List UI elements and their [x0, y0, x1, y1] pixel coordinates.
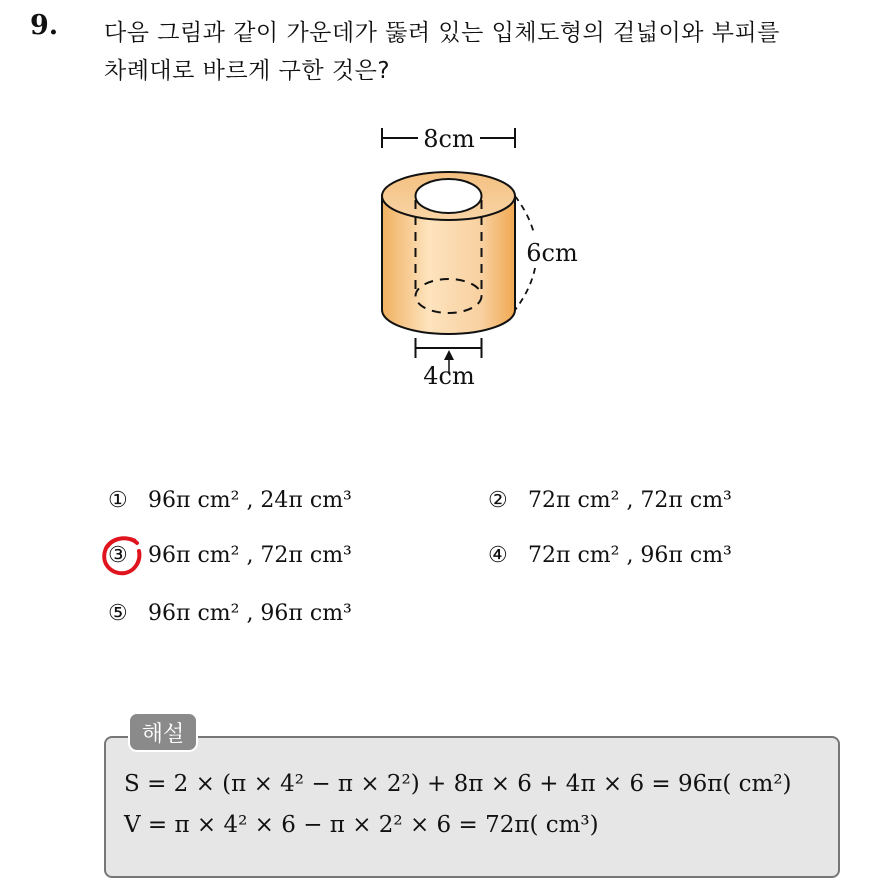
inner-hole-top: [416, 179, 482, 213]
choice-3-mark: ③: [108, 543, 128, 568]
question-number: 9.: [30, 10, 59, 41]
choice-2-mark: ②: [488, 488, 508, 513]
choice-5-text: 96π cm² , 96π cm³: [148, 601, 352, 626]
solution-box: [104, 736, 840, 878]
choice-5-mark: ⑤: [108, 601, 128, 626]
question-text-line-2: 차례대로 바르게 구한 것은?: [104, 58, 391, 84]
outer-diameter-label: 8cm: [423, 125, 475, 153]
hollow-cylinder-figure: [360, 116, 600, 396]
choice-1-text: 96π cm² , 24π cm³: [148, 488, 352, 513]
solution-surface-area: S = 2 × (π × 4² − π × 2²) + 8π × 6 + 4π × 6 = 96π( cm²): [124, 771, 792, 797]
choice-4-text: 72π cm² , 96π cm³: [528, 543, 732, 568]
solution-volume: V = π × 4² × 6 − π × 2² × 6 = 72π( cm³): [124, 812, 599, 838]
choice-5[interactable]: [108, 601, 352, 626]
outer-diameter-dimension: [382, 122, 515, 153]
height-label: 6cm: [526, 239, 578, 267]
choice-1-mark: ①: [108, 488, 128, 513]
answer-circle-mark: [99, 533, 145, 579]
choice-4[interactable]: [488, 543, 732, 568]
choice-2-text: 72π cm² , 72π cm³: [528, 488, 732, 513]
choice-2[interactable]: [488, 488, 732, 513]
choice-1[interactable]: [108, 488, 352, 513]
choice-4-mark: ④: [488, 543, 508, 568]
question-text-line-1: 다음 그림과 같이 가운데가 뚫려 있는 입체도형의 겉넓이와 부피를: [104, 20, 780, 46]
choice-3-text: 96π cm² , 72π cm³: [148, 543, 352, 568]
solution-label: 해설: [128, 712, 198, 752]
inner-diameter-label: 4cm: [423, 362, 475, 390]
